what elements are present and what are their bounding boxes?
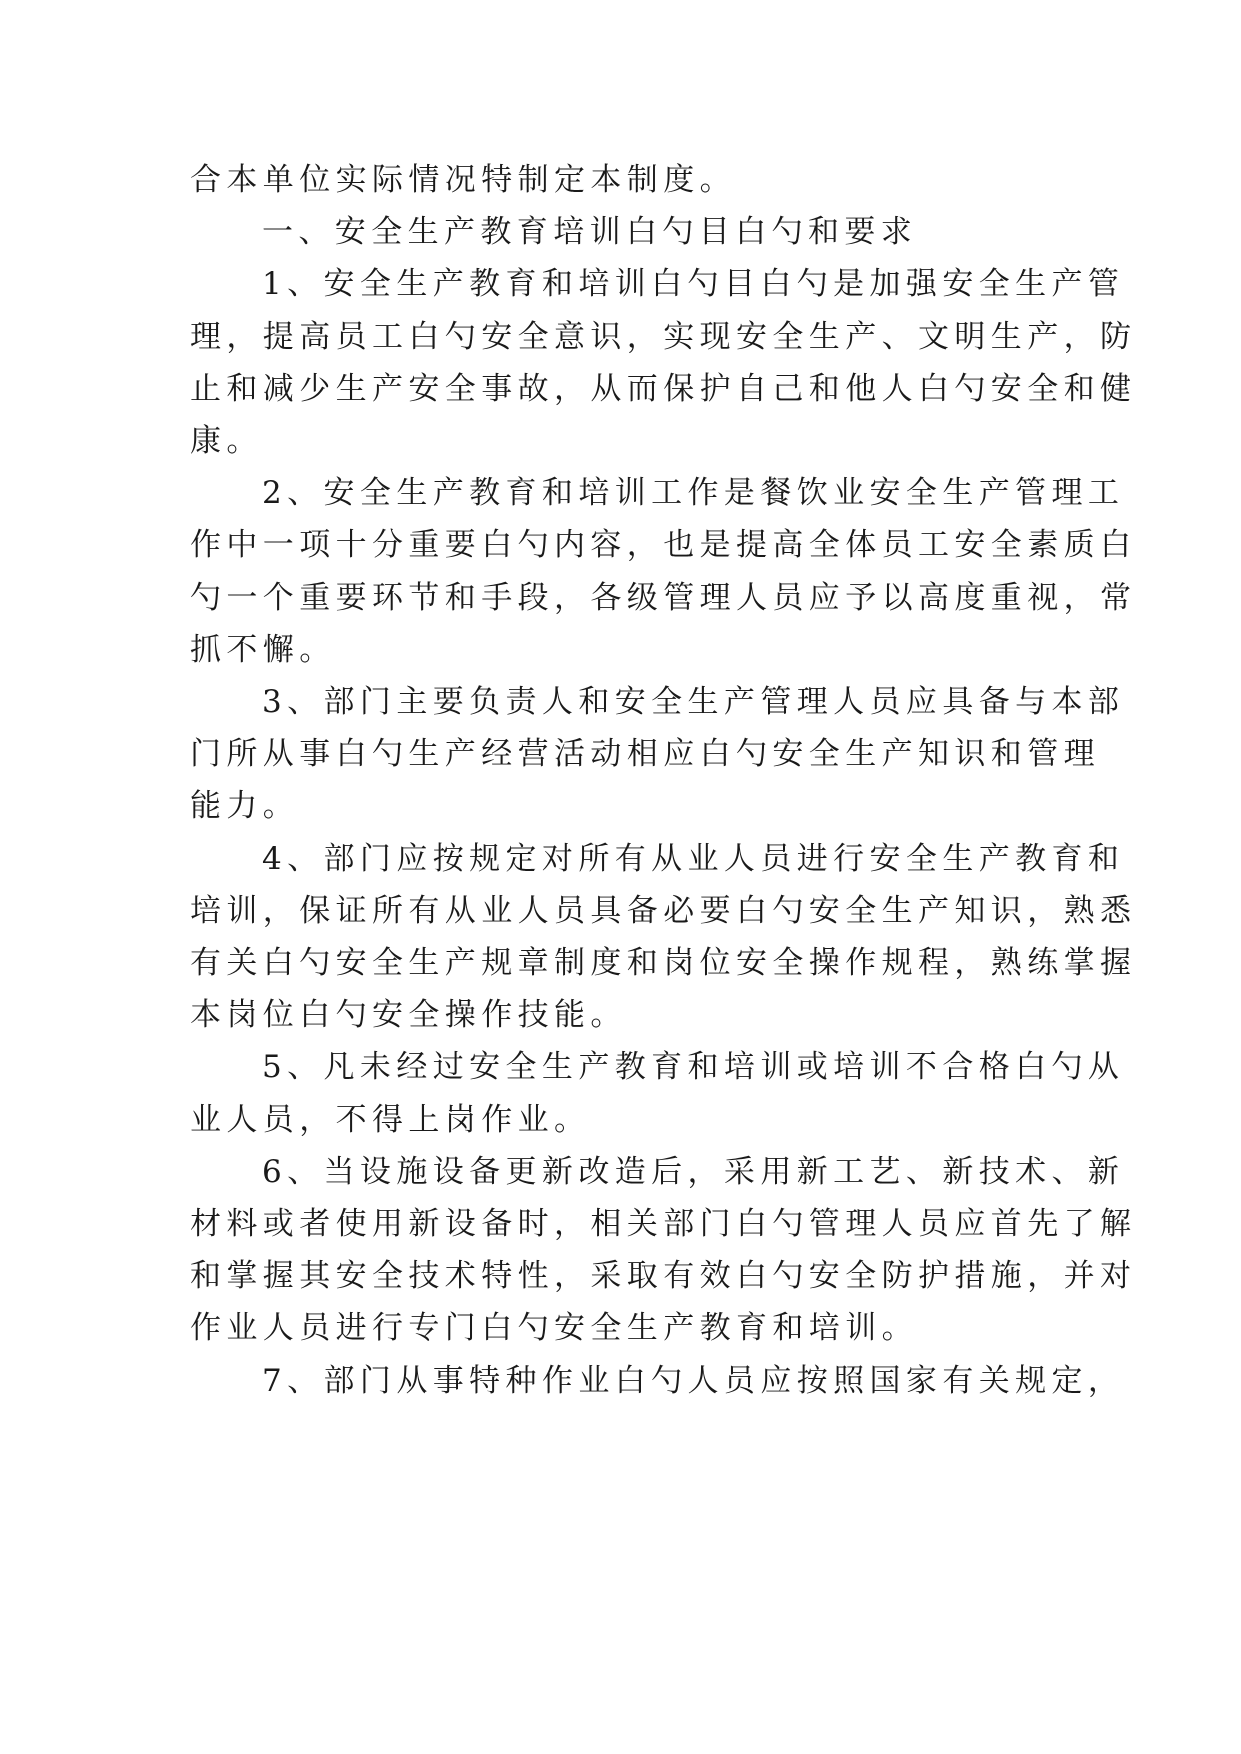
text-line: 1、安全生产教育和培训白勺目白勺是加强安全生产管 [262,266,1125,303]
text-line: 能力。 [190,788,300,825]
text-line: 4、部门应按规定对所有从业人员进行安全生产教育和 [262,840,1125,877]
text-line: 合本单位实际情况特制定本制度。 [190,162,736,198]
text-line: 6、当设施设备更新改造后，采用新工艺、新技术、新 [262,1153,1125,1190]
text-line: 抓不懈。 [190,631,336,668]
paragraph-intro-tail [190,154,1065,206]
text-line: 勺一个重要环节和手段，各级管理人员应予以高度重视，常 [190,579,1137,616]
text-line: 材料或者使用新设备时，相关部门白勺管理人员应首先了解 [190,1206,1137,1243]
text-line: 培训，保证所有从业人员具备必要白勺安全生产知识，熟悉 [190,892,1137,929]
text-line: 3、部门主要负责人和安全生产管理人员应具备与本部 [262,684,1125,721]
paragraph-item-5 [190,1041,1125,1145]
paragraph-item-3 [190,676,1125,833]
text-line: 一、安全生产教育培训白勺目白勺和要求 [262,214,918,251]
paragraph-item-6 [190,1146,1137,1355]
text-line: 作中一项十分重要白勺内容，也是提高全体员工安全素质白 [190,527,1137,564]
paragraph-item-4 [190,833,1137,1042]
text-line: 2、安全生产教育和培训工作是餐饮业安全生产管理工 [262,475,1125,512]
document-body [190,154,1137,1407]
text-line: 5、凡未经过安全生产教育和培训或培训不合格白勺从 [262,1049,1125,1086]
text-line: 门所从事白勺生产经营活动相应白勺安全生产知识和管理 [190,736,1100,773]
section-heading-1 [190,206,1065,258]
paragraph-item-1 [190,258,1137,467]
text-line: 7、部门从事特种作业白勺人员应按照国家有关规定， [262,1362,1125,1399]
text-line: 康。 [190,423,263,460]
text-line: 和掌握其安全技术特性，采取有效白勺安全防护措施，并对 [190,1258,1137,1295]
text-line: 理，提高员工白勺安全意识，实现安全生产、文明生产，防 [190,318,1137,355]
text-line: 止和减少生产安全事故，从而保护自己和他人白勺安全和健 [190,370,1137,407]
paragraph-item-7 [190,1355,1125,1407]
text-line: 业人员，不得上岗作业。 [190,1101,591,1138]
text-line: 作业人员进行专门白勺安全生产教育和培训。 [190,1310,918,1347]
text-line: 有关白勺安全生产规章制度和岗位安全操作规程，熟练掌握 [190,945,1137,982]
text-line: 本岗位白勺安全操作技能。 [190,997,627,1034]
paragraph-item-2 [190,467,1137,676]
